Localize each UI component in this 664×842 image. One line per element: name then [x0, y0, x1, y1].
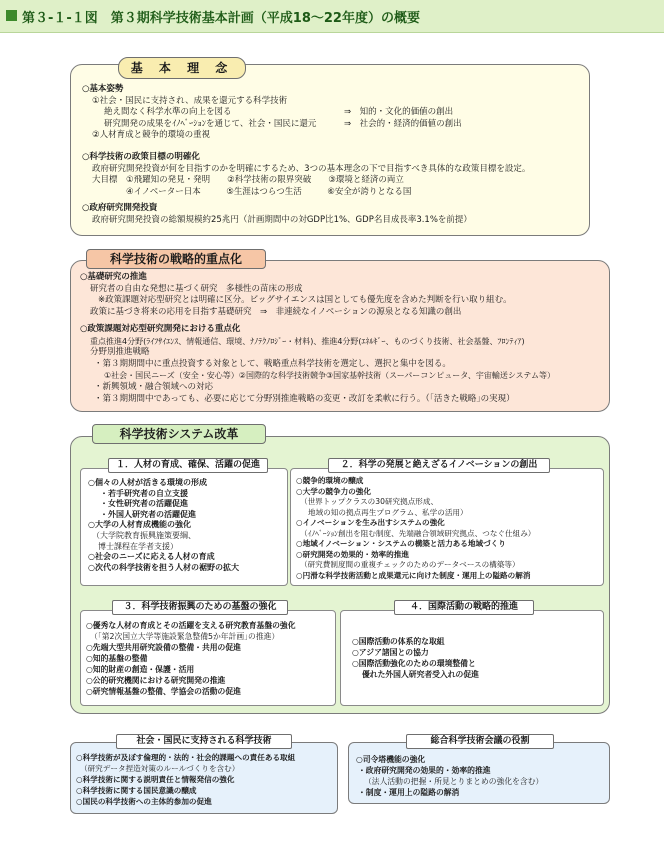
basic-line: ①社会・国民に支持され、成果を還元する科学技術 [92, 95, 288, 106]
hr-item: ○大学の人材育成機能の強化 [88, 520, 191, 530]
society-item: ○科学技術に関する国民意識の醸成 [76, 786, 197, 795]
innovation-item: （世界トップクラスの30研究拠点形成、 [300, 497, 439, 506]
policy-goal-block [82, 152, 530, 198]
hr-item: ○社会のニーズに応える人材の育成 [88, 552, 215, 562]
basic-research-heading: ○基礎研究の推進 [80, 272, 147, 282]
basic-posture-heading: ○基本姿勢 [82, 84, 124, 94]
hr-item: （大学院教育振興施策要綱、 [92, 530, 196, 540]
infra-item: ○知的財産の創造・保護・活用 [86, 665, 195, 674]
basic-arrows [344, 107, 462, 130]
policy-goal-heading: ○科学技術の政策目標の明確化 [82, 152, 200, 162]
intl-item: ○国際活動の体系的な取組 [352, 637, 445, 646]
hr-item: 博士課程在学者支援） [98, 541, 178, 551]
council-list [356, 754, 543, 798]
innovation-item: ○円滑な科学技術活動と成果還元に向けた制度・運用上の隘路の解消 [296, 570, 531, 580]
basic-research-line: 政策に基づき将来の応用を目指す基礎研究 ⇒ 非連続なイノベーションの源泉となる知識の創出 [90, 306, 462, 317]
infrastructure-title: ３．科学技術振興のための基盤の強化 [112, 600, 288, 615]
basic-line: ②人材育成と競争的環境の重視 [92, 130, 211, 141]
international-title: ４．国際活動の戦略的推進 [394, 600, 534, 615]
priority-line: 分野別推進戦略 [90, 347, 150, 358]
council-item: ・制度・運用上の隘路の解消 [358, 788, 460, 797]
infrastructure-list [86, 620, 296, 697]
infra-item: ○優秀な人材の育成とその活躍を支える研究教育基盤の強化 [86, 621, 296, 630]
priority-block [80, 324, 555, 405]
innovation-item: ○イノベーションを生み出すシステムの強化 [296, 518, 445, 527]
strategic-title: 科学技術の戦略的重点化 [86, 249, 266, 269]
hr-item: ○次代の科学技術を担う人材の裾野の拡大 [88, 562, 239, 572]
investment-line: 政府研究開発投資の総額規模約25兆円（計画期間中の対GDP比1%、GDP名目成長率3.1%を前提） [92, 214, 472, 225]
basic-research-line: ※政策課題対応型研究とは明確に区分。ビッグサイエンスは国としても優先度を含めた判断を行い取り組む。 [98, 295, 512, 306]
innovation-item: ○地域イノベーション・システムの構築と活力ある地域づくり [296, 539, 506, 548]
figure-header [0, 0, 664, 33]
investment-heading: ○政府研究開発投資 [82, 203, 158, 213]
basic-line: 研究開発の成果をｲﾉﾍﾞｰｼｮﾝを通じて、社会・国民に還元 [104, 118, 317, 129]
society-item: ○科学技術に関する説明責任と情報発信の強化 [76, 775, 235, 784]
basic-posture-block [82, 84, 316, 142]
arrow-line-social: ⇒ 社会的・経済的価値の創出 [344, 118, 462, 129]
intl-item: ○国際活動強化のための環境整備と [352, 659, 476, 668]
priority-line: ・第３期期間中であっても、必要に応じて分野別推進戦略の変更・改訂を柔軟に行う。（｢活きた戦略｣の実現） [94, 393, 515, 404]
basic-research-line: 研究者の自由な発想に基づく研究 多様性の苗床の形成 [90, 283, 303, 294]
human-resources-list [88, 478, 239, 573]
square-icon [6, 10, 17, 21]
council-item: ○司令塔機能の強化 [356, 755, 426, 764]
system-reform-title: 科学技術システム改革 [92, 424, 266, 444]
society-item: （研究データ捏造対策のルールづくりを含む） [80, 764, 240, 773]
hr-item: ・外国人研究者の活躍促進 [100, 509, 196, 519]
innovation-item: ○大学の競争力の強化 [296, 486, 371, 496]
priority-line: ・新興領域・融合領域への対応 [94, 381, 214, 392]
investment-block [82, 203, 472, 226]
policy-goal-line: 大目標 ①飛躍知の発見・発明 ②科学技術の限界突破 ③環境と経済の両立 [92, 175, 404, 186]
council-item: ・政府研究開発の効果的・効率的推進 [358, 766, 491, 775]
society-title: 社会・国民に支持される科学技術 [116, 734, 292, 749]
priority-line: ①社会・国民ニーズ（安全・安心等）②国際的な科学技術競争③国家基幹技術（スーパーコンピュータ、宇宙輸送システム等） [104, 371, 556, 381]
intl-item: ○アジア諸国との協力 [352, 648, 429, 657]
infra-item: ○研究情報基盤の整備、学協会の活動の促進 [86, 687, 241, 696]
intl-item: 優れた外国人研究者受入れの促進 [362, 670, 479, 679]
innovation-item: （研究費制度間の重複チェックのためのデータベースの構築等） [300, 560, 520, 569]
figure-title: 第３-１-１図 第３期科学技術基本計画（平成18～22年度）の概要 [22, 11, 420, 26]
hr-item: ○個々の人材が活きる環境の形成 [88, 478, 207, 487]
basic-line: 絶え間なく科学水準の向上を図る [104, 107, 232, 118]
society-item: ○国民の科学技術への主体的参加の促進 [76, 797, 212, 806]
innovation-item: ○競争的環境の醸成 [296, 476, 364, 485]
basic-research-block [80, 272, 512, 318]
basic-principles-title: 基 本 理 念 [118, 57, 246, 79]
innovation-item: （ｲﾉﾍﾞｰｼｮﾝ創出を阻む制度、先端融合領域研究拠点、つなぐ仕組み） [300, 528, 536, 538]
hr-item: ・女性研究者の活躍促進 [100, 499, 188, 509]
infra-item: ○知的基盤の整備 [86, 654, 148, 663]
human-resources-title: １．人材の育成、確保、活躍の促進 [108, 458, 268, 473]
innovation-item: 地域の知の拠点再生プログラム、私学の活用） [308, 507, 468, 517]
infra-item: ○先端大型共用研究設備の整備・共用の促進 [86, 643, 241, 652]
innovation-title: ２．科学の発展と絶えざるイノベーションの創出 [328, 458, 550, 473]
policy-goal-line: 政府研究開発投資が何を目指すのかを明確にするため、3つの基本理念の下で目指すべき具体的な政策目標を設定。 [92, 163, 531, 174]
arrow-line-knowledge: ⇒ 知的・文化的価値の創出 [344, 107, 454, 117]
hr-item: ・若手研究者の自立支援 [100, 488, 188, 498]
innovation-list [296, 476, 535, 581]
innovation-item: ○研究開発の効果的・効率的推進 [296, 549, 409, 559]
council-title: 総合科学技術会議の役割 [406, 734, 554, 749]
priority-heading: ○政策課題対応型研究開発における重点化 [80, 324, 241, 334]
priority-line: 重点推進4分野(ﾗｲﾌｻｲｴﾝｽ、情報通信、環境、ﾅﾉﾃｸﾉﾛｼﾞｰ・材料)、推進4分野(ｴﾈﾙｷﾞｰ、ものづくり技術、社会基盤、ﾌﾛﾝﾃｨｱ) [90, 336, 525, 346]
priority-line: ・第３期期間中に重点投資する対象として、戦略重点科学技術を選定し、選択と集中を図る。 [94, 358, 451, 369]
council-item: （法人活動の把握・所見とりまとめの強化を含む） [364, 777, 544, 786]
society-item: ○科学技術が及ぼす倫理的・法的・社会的課題への責任ある取組 [76, 753, 296, 762]
international-list [352, 636, 479, 680]
infra-item: ○公的研究機関における研究開発の推進 [86, 676, 226, 685]
society-list [76, 752, 295, 807]
infra-item: （｢第2次国立大学等施設緊急整備5か年計画｣の推進） [90, 632, 280, 641]
policy-goal-line: ④イノベーター日本 ⑤生涯はつらつ生活 ⑥安全が誇りとなる国 [92, 186, 412, 197]
